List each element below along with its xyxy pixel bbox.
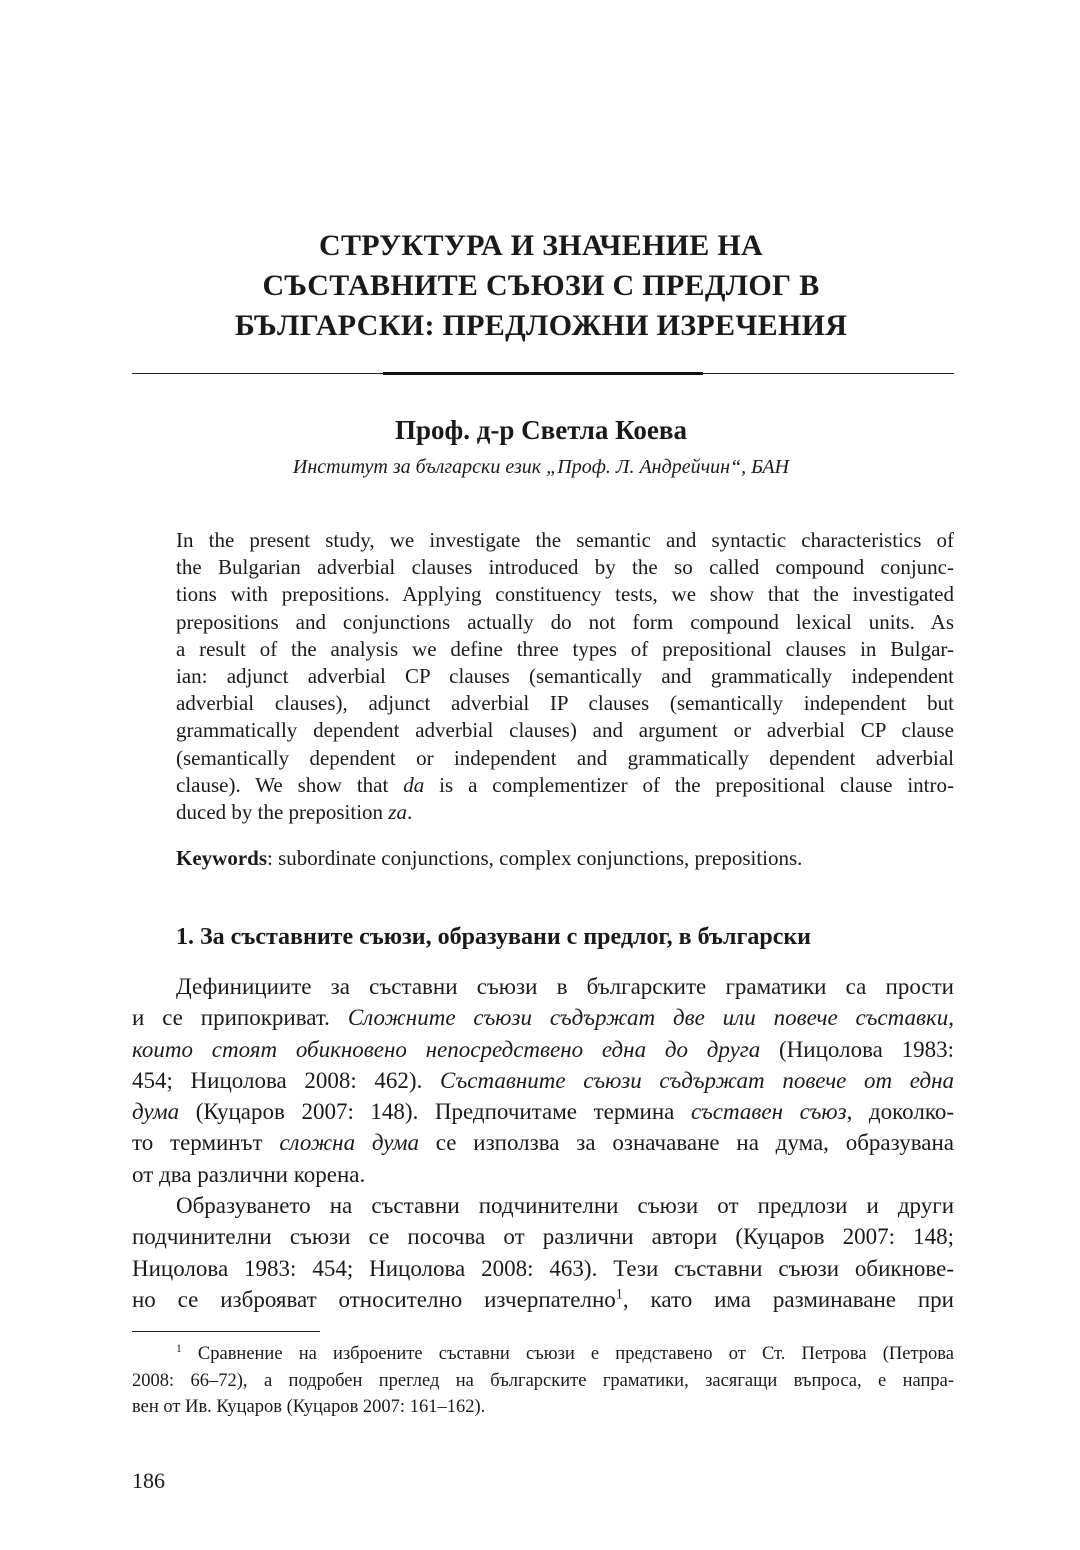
- body-text: [132, 971, 954, 1315]
- footnote-marker: 1: [176, 1342, 182, 1355]
- body-line: [132, 1127, 954, 1158]
- body-line: [132, 1065, 954, 1096]
- abstract-text: duced by the preposition: [176, 800, 389, 825]
- abstract: [176, 527, 954, 826]
- abstract-text: clause). We show that: [176, 772, 404, 797]
- footnote: [132, 1341, 954, 1421]
- keywords: [176, 844, 954, 872]
- body-line: [132, 1002, 954, 1033]
- body-text-run: и се припокриват.: [132, 1005, 348, 1031]
- body-line: [132, 1096, 954, 1127]
- body-term: сложна дума: [279, 1130, 420, 1156]
- body-term: съставен съюз: [690, 1099, 847, 1125]
- abstract-term-da: da: [403, 772, 425, 797]
- abstract-line: In the present study, we investigate the semantic and syntactic characteristics of: [176, 528, 954, 552]
- abstract-line: tions with prepositions. Applying constituency tests, we show that the investigated: [176, 582, 954, 607]
- abstract-line: grammatically dependent adverbial clauses) and argument or adverbial CP clause: [176, 718, 954, 743]
- body-text-run: , като има разминаване при: [622, 1286, 954, 1312]
- footnote-text: Сравнение на изброените съставни съюзи е представено от Ст. Петрова (Петрова: [181, 1344, 954, 1364]
- body-line: Ницолова 1983: 454; Ницолова 2008: 463). Тези съставни съюзи обикнове-: [132, 1255, 954, 1281]
- author-name: Проф. д-р Светла Коева: [395, 415, 687, 445]
- body-quote: които стоят обикновено непосредствено една до друга: [132, 1036, 761, 1062]
- abstract-line: a result of the analysis we define three types of prepositional clauses in Bulgar-: [176, 636, 954, 661]
- footnote-ref[interactable]: 1: [615, 1286, 623, 1303]
- keywords-text: : subordinate conjunctions, complex conjunctions, prepositions.: [267, 846, 803, 870]
- body-line: от два различни корена.: [132, 1161, 366, 1187]
- author-affiliation: Институт за български език „Проф. Л. Андрейчин“, БАН: [292, 456, 790, 478]
- abstract-term-za: za: [388, 800, 407, 825]
- body-text-run: 454; Ницолова 2008: 462).: [132, 1067, 440, 1093]
- page-number: 186: [132, 1468, 165, 1493]
- body-line: Образуването на съставни подчинителни съюзи от предлози и други: [176, 1193, 954, 1219]
- paper-title: [130, 226, 952, 346]
- footnote-line: [132, 1341, 954, 1368]
- body-text-run: но се изброяват относително изчерпателно: [132, 1286, 616, 1312]
- body-text-run: (Куцаров 2007: 148). Предпочитаме термина: [179, 1099, 691, 1125]
- body-quote: Съставните съюзи съдържат повече от една: [439, 1067, 954, 1093]
- title-divider-thick: [383, 372, 703, 375]
- footnote-line: вен от Ив. Куцаров (Куцаров 2007: 161–162).: [132, 1397, 486, 1417]
- body-text-run: то терминът: [132, 1130, 280, 1156]
- abstract-line: adverbial clauses), adjunct adverbial IP clauses (semantically independent but: [176, 691, 954, 716]
- abstract-line: (semantically dependent or independent and grammatically dependent adverbial: [176, 745, 954, 770]
- abstract-text: .: [406, 800, 413, 825]
- body-text-run: (Ницолова 1983:: [760, 1036, 955, 1062]
- abstract-line: [176, 799, 954, 826]
- abstract-text: is a complementizer of the prepositional clause intro-: [424, 772, 955, 797]
- title-line: СТРУКТУРА И ЗНАЧЕНИЕ НА: [319, 229, 763, 262]
- body-text-run: се използва за означаване на дума, образувана: [419, 1130, 955, 1156]
- body-quote: дума: [132, 1099, 180, 1125]
- keywords-label: Keywords: [176, 846, 267, 870]
- title-line: СЪСТАВНИТЕ СЪЮЗИ С ПРЕДЛОГ В: [262, 269, 820, 302]
- title-line: БЪЛГАРСКИ: ПРЕДЛОЖНИ ИЗРЕЧЕНИЯ: [234, 309, 848, 342]
- abstract-line: [176, 772, 954, 799]
- section-heading: 1. За съставните съюзи, образувани с предлог, в български: [176, 924, 812, 950]
- abstract-line: ian: adjunct adverbial CP clauses (semantically and grammatically independent: [176, 664, 954, 689]
- footnote-line: 2008: 66–72), а подробен преглед на българските граматики, засягащи въпроса, е напра-: [132, 1370, 954, 1391]
- footnote-separator: [132, 1331, 320, 1332]
- body-quote: Сложните съюзи съдържат две или повече съставки,: [347, 1005, 954, 1031]
- body-line: подчинителни съюзи се посочва от различни автори (Куцаров 2007: 148;: [132, 1224, 954, 1250]
- body-line: [132, 1284, 954, 1315]
- body-text-run: , доколко-: [846, 1099, 954, 1125]
- abstract-line: prepositions and conjunctions actually do not form compound lexical units. As: [176, 609, 954, 634]
- body-line: [132, 1034, 954, 1065]
- body-line: Дефинициите за съставни съюзи в българските граматики са прости: [176, 974, 954, 999]
- abstract-line: the Bulgarian adverbial clauses introduced by the so called compound conjunc-: [176, 555, 954, 580]
